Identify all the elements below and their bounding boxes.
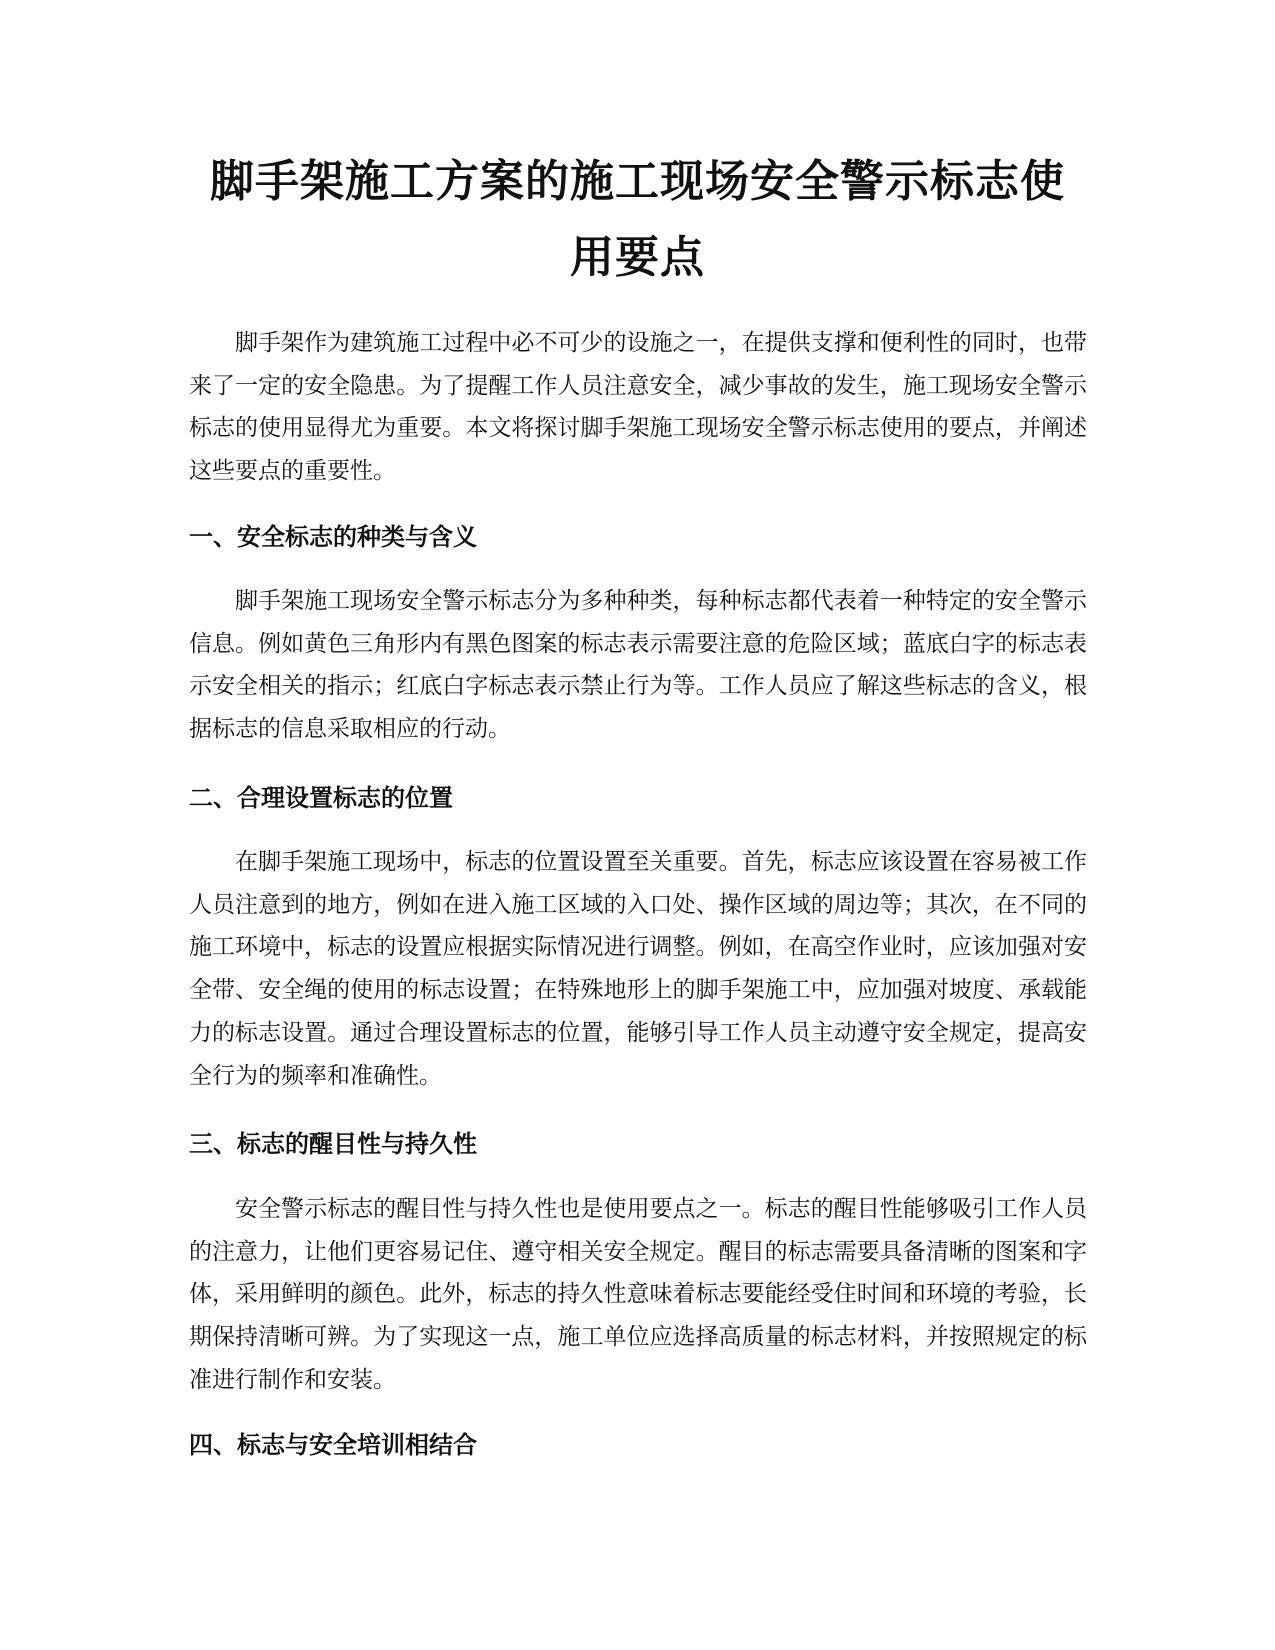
document-title-line-2: 用要点 bbox=[570, 232, 705, 283]
section-body-3: 安全警示标志的醒目性与持久性也是使用要点之一。标志的醒目性能够吸引工作人员的注意力，让他们更容易记住、遵守相关安全规定。醒目的标志需要具备清晰的图案和字体，采用鲜明的颜色。此外，标志的持久性意味着标志要能经受住时间和环境的考验，长期保持清晰可辨。为了实现这一点，施工单位应选择高质量的标志材料，并按照规定的标准进行制作和安装。 bbox=[189, 1196, 1087, 1393]
section-heading-4: 四、标志与安全培训相结合 bbox=[189, 1431, 477, 1459]
section-heading-2: 二、合理设置标志的位置 bbox=[189, 784, 453, 812]
section-heading-1: 一、安全标志的种类与含义 bbox=[189, 523, 477, 551]
section-heading-3: 三、标志的醒目性与持久性 bbox=[189, 1130, 477, 1158]
document-title-line-1: 脚手架施工方案的施工现场安全警示标志使 bbox=[210, 156, 1065, 207]
intro-paragraph: 脚手架作为建筑施工过程中必不可少的设施之一，在提供支撑和便利性的同时，也带来了一定的安全隐患。为了提醒工作人员注意安全，减少事故的发生，施工现场安全警示标志的使用显得尤为重要。本文将探讨脚手架施工现场安全警示标志使用的要点，并阐述这些要点的重要性。 bbox=[189, 330, 1087, 485]
section-body-1: 脚手架施工现场安全警示标志分为多种种类，每种标志都代表着一种特定的安全警示信息。例如黄色三角形内有黑色图案的标志表示需要注意的危险区域；蓝底白字的标志表示安全相关的指示；红底白字标志表示禁止行为等。工作人员应了解这些标志的含义，根据标志的信息采取相应的行动。 bbox=[189, 588, 1087, 743]
section-body-2: 在脚手架施工现场中，标志的位置设置至关重要。首先，标志应该设置在容易被工作人员注意到的地方，例如在进入施工区域的入口处、操作区域的周边等；其次，在不同的施工环境中，标志的设置应根据实际情况进行调整。例如，在高空作业时，应该加强对安全带、安全绳的使用的标志设置；在特殊地形上的脚手架施工中，应加强对坡度、承载能力的标志设置。通过合理设置标志的位置，能够引导工作人员主动遵守安全规定，提高安全行为的频率和准确性。 bbox=[189, 849, 1087, 1089]
